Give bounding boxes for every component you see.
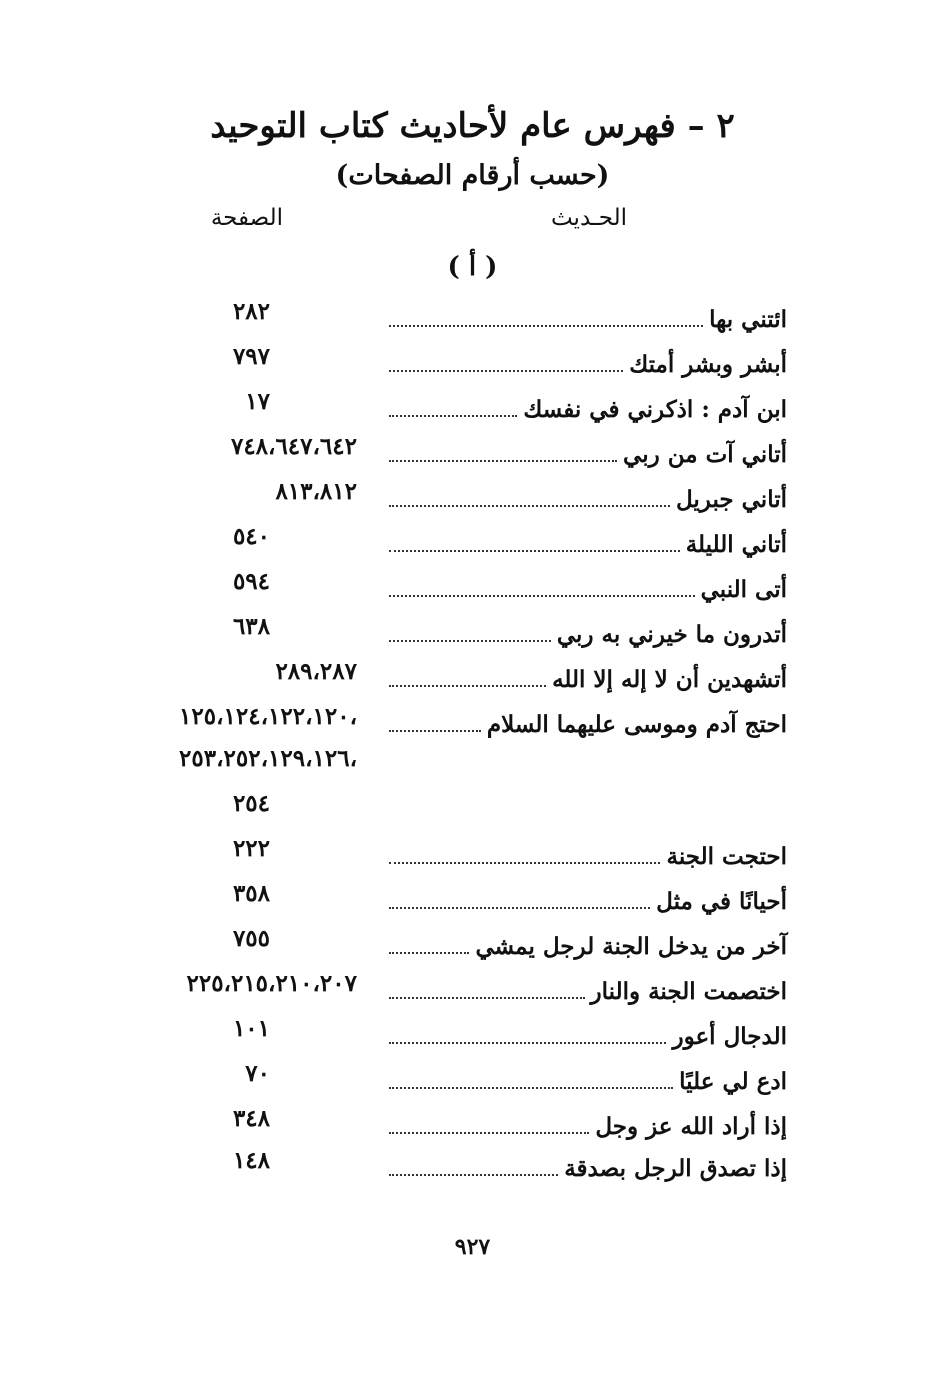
index-entry <box>0 341 945 381</box>
page-numbers: ٣٥٨ <box>232 880 270 907</box>
hadith-line <box>389 386 787 426</box>
dot-leader <box>389 730 481 732</box>
page-number: ٩٢٧ <box>454 1234 491 1260</box>
hadith-line <box>389 1013 787 1053</box>
hadith-text: أتى النبي <box>700 576 787 603</box>
hadith-line <box>389 476 787 516</box>
page-title: ٢ – فهرس عام لأحاديث كتاب التوحيد <box>210 106 735 146</box>
hadith-text: احتجت الجنة <box>666 843 787 870</box>
index-entry <box>0 386 945 426</box>
index-entry <box>0 431 945 471</box>
index-entry <box>0 296 945 336</box>
index-entry <box>0 1013 945 1053</box>
page-numbers: ٧٥٥ <box>232 925 270 952</box>
dot-leader <box>389 505 670 507</box>
index-entry <box>0 521 945 561</box>
index-entry <box>0 743 945 783</box>
index-entry <box>0 878 945 918</box>
index-entry <box>0 833 945 873</box>
hadith-text: أتدرون ما خيرني به ربي <box>556 621 787 648</box>
column-header-page: الصفحة <box>210 205 283 231</box>
hadith-text: احتج آدم وموسى عليهما السلام <box>486 711 787 738</box>
dot-leader <box>389 415 517 417</box>
hadith-text: أتاني آت من ربي <box>623 441 787 468</box>
page-subtitle: (حسب أرقام الصفحات) <box>335 160 610 191</box>
dot-leader <box>389 862 660 864</box>
page-numbers: ٢٨٢ <box>232 298 270 325</box>
dot-leader <box>389 1174 558 1176</box>
page-numbers: ٢٥٤ <box>232 790 270 817</box>
hadith-line <box>389 1145 787 1185</box>
hadith-text: آخر من يدخل الجنة لرجل يمشي <box>475 933 787 960</box>
index-entry <box>0 923 945 963</box>
page-numbers: ٥٩٤ <box>232 568 270 595</box>
page-numbers: ٧٩٧ <box>232 343 270 370</box>
page-numbers: ،١٢٥،١٢٤،١٢٢،١٢٠ <box>179 703 357 730</box>
dot-leader <box>389 952 469 954</box>
dot-leader <box>389 1132 589 1134</box>
section-letter: ( أ ) <box>447 252 498 282</box>
hadith-text: أتاني الليلة <box>685 531 787 558</box>
hadith-text: أحيانًا في مثل <box>656 888 787 915</box>
hadith-text: إذا تصدق الرجل بصدقة <box>564 1155 787 1182</box>
index-entry <box>0 611 945 651</box>
dot-leader <box>389 640 551 642</box>
page-numbers: ٢٢٥،٢١٥،٢١٠،٢٠٧ <box>186 970 357 997</box>
dot-leader <box>389 325 703 327</box>
hadith-line <box>389 341 787 381</box>
hadith-line <box>389 566 787 606</box>
hadith-line <box>389 923 787 963</box>
hadith-text: الدجال أعور <box>672 1023 787 1050</box>
dot-leader <box>389 1087 673 1089</box>
index-entry <box>0 1103 945 1143</box>
dot-leader <box>389 1042 666 1044</box>
hadith-line <box>389 521 787 561</box>
index-entry <box>0 968 945 1008</box>
page-numbers: ٦٣٨ <box>232 613 270 640</box>
hadith-text: ائتني بها <box>709 306 787 333</box>
hadith-line <box>389 1103 787 1143</box>
dot-leader <box>389 997 585 999</box>
page-numbers: ٨١٣،٨١٢ <box>275 478 357 505</box>
page-numbers: ١٠١ <box>232 1015 270 1042</box>
index-entry <box>0 1058 945 1098</box>
page-numbers: ٥٤٠ <box>232 523 270 550</box>
hadith-line <box>389 878 787 918</box>
hadith-text: إذا أراد الله عز وجل <box>595 1113 787 1140</box>
column-header-hadith: الحـديث <box>550 205 627 231</box>
page-numbers: ٧٤٨،٦٤٧،٦٤٢ <box>230 433 357 460</box>
hadith-text: اختصمت الجنة والنار <box>590 978 787 1005</box>
index-entry <box>0 566 945 606</box>
page-numbers: ٣٤٨ <box>232 1105 270 1132</box>
hadith-line <box>389 701 787 741</box>
index-entry <box>0 1145 945 1185</box>
hadith-line <box>389 1058 787 1098</box>
index-entry <box>0 701 945 741</box>
page-numbers: ٧٠ <box>245 1060 270 1087</box>
hadith-line <box>389 833 787 873</box>
index-entry <box>0 476 945 516</box>
page-numbers: ١٤٨ <box>232 1147 270 1174</box>
dot-leader <box>389 595 695 597</box>
hadith-line <box>389 431 787 471</box>
page-numbers: ٢٨٩،٢٨٧ <box>275 658 357 685</box>
dot-leader <box>389 550 680 552</box>
dot-leader <box>389 907 650 909</box>
hadith-line <box>389 296 787 336</box>
index-entry <box>0 788 945 828</box>
dot-leader <box>389 370 623 372</box>
dot-leader <box>389 460 617 462</box>
hadith-text: ادع لي عليًا <box>679 1068 787 1095</box>
dot-leader <box>389 685 546 687</box>
hadith-text: أتشهدين أن لا إله إلا الله <box>552 666 787 693</box>
hadith-line <box>389 968 787 1008</box>
hadith-line <box>389 656 787 696</box>
hadith-text: أبشر وبشر أمتك <box>629 351 787 378</box>
index-entry <box>0 656 945 696</box>
page-numbers: ،٢٥٣،٢٥٢،١٢٩،١٢٦ <box>179 745 357 772</box>
hadith-text: ابن آدم : اذكرني في نفسك <box>523 396 787 423</box>
hadith-text: أتاني جبريل <box>675 486 787 513</box>
hadith-line <box>389 611 787 651</box>
page-numbers: ١٧ <box>245 388 270 415</box>
page-numbers: ٢٢٢ <box>232 835 270 862</box>
